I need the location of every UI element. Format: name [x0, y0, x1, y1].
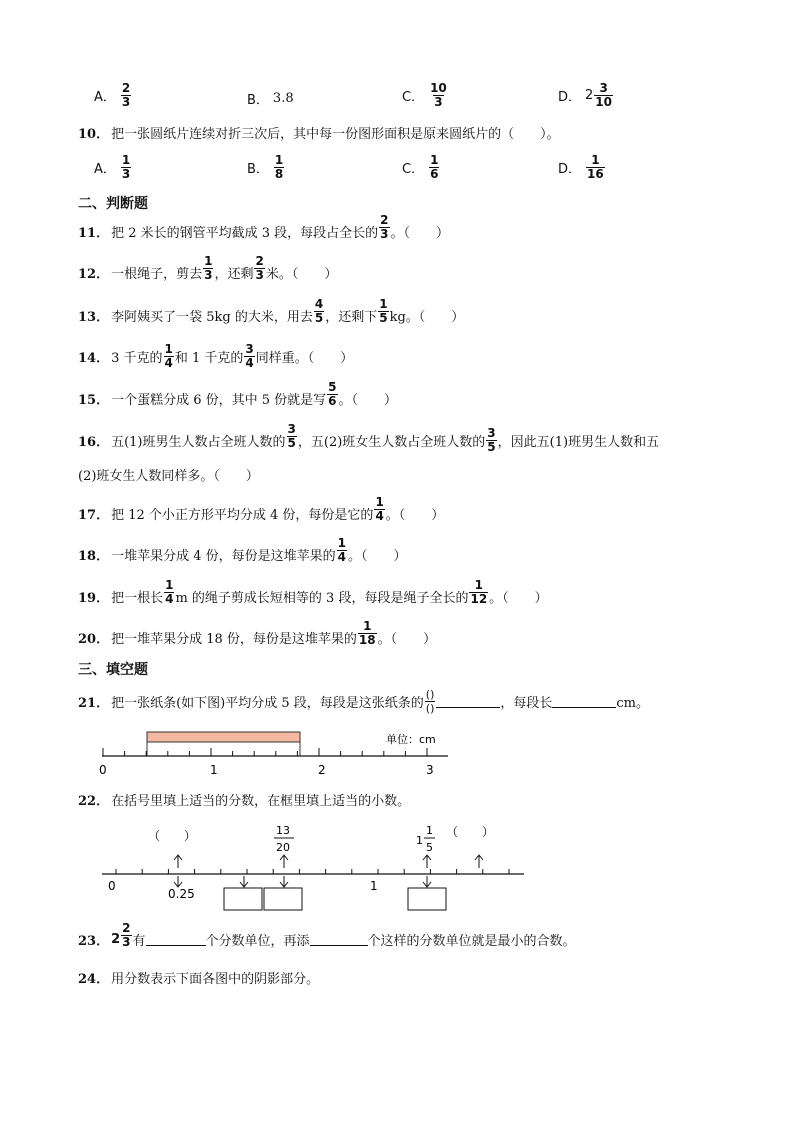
down-arrow-icon	[240, 876, 248, 887]
fraction: $\frac{3}{5}$	[487, 425, 496, 454]
section-heading-judge: 二、判断题	[78, 196, 148, 212]
fraction: $\frac{1}{6}$	[430, 153, 439, 181]
q10-option-a: A． $\frac{1}{3}$	[94, 153, 131, 181]
q10-option-b: B． $\frac{1}{8}$	[247, 153, 284, 181]
question-10: 10． 把一张圆纸片连续对折三次后，其中每一份图形面积是原来圆纸片的（ ）。	[78, 126, 560, 142]
ruler-figure	[96, 726, 456, 780]
fraction: $\frac{3}{5}$	[287, 421, 296, 450]
tick-label: 3	[426, 763, 434, 777]
answer-box[interactable]	[224, 888, 262, 910]
fraction: $\frac{1}{16}$	[587, 153, 604, 181]
fraction: $\frac{1}{4}$	[165, 577, 174, 606]
q9-option-a: A． $\frac{2}{3}$	[94, 81, 131, 109]
question-18: 18． 一堆苹果分成 4 份，每份是这堆苹果的 $\frac{1}{4}$ 。（ ）	[78, 535, 407, 564]
question-20: 20． 把一堆苹果分成 18 份，每份是这堆苹果的 $\frac{1}{18}$ 。（ ）	[78, 618, 437, 647]
unit-label: 单位：cm	[386, 733, 436, 746]
answer-blank[interactable]	[310, 932, 368, 946]
question-23: 23． 2 $\frac{2}{3}$ 有 个分数单位，再添 个这样的分数单位就是最小的合数。	[78, 920, 576, 949]
tick-label: 0	[99, 763, 107, 777]
svg-text:13: 13	[276, 824, 290, 837]
up-arrow-icon	[423, 855, 431, 868]
tick-label: 1	[370, 879, 378, 893]
fraction: $\frac{1}{4}$	[164, 341, 173, 370]
fraction: $\frac{2}{3}$	[380, 212, 389, 241]
q9-option-c: C． $\frac{10}{3}$	[402, 81, 447, 109]
question-21: 21． 把一张纸条(如下图)平均分成 5 段，每段是这张纸条的 $\frac{()}{()}$ ，每段长 cm。	[78, 687, 649, 715]
fraction: $\frac{4}{5}$	[314, 296, 324, 325]
up-arrow-icon	[280, 855, 288, 868]
up-arrow-icon	[475, 855, 483, 868]
paper-strip	[147, 732, 300, 742]
question-13: 13． 李阿姨买了一袋 5kg 的大米，用去 $\frac{4}{5}$ ，还剩下 $\frac{1}{5}$ kg。（ ）	[78, 296, 465, 325]
fraction: $\frac{3}{10}$	[595, 81, 612, 109]
section-heading-fill: 三、填空题	[78, 662, 148, 678]
fraction: $\frac{1}{3}$	[121, 153, 131, 181]
answer-box[interactable]	[408, 888, 446, 910]
svg-text:1: 1	[426, 824, 433, 837]
q9-option-d: D． 2 $\frac{3}{10}$	[558, 81, 612, 109]
svg-text:20: 20	[276, 841, 290, 854]
question-11: 11． 把 2 米长的钢管平均截成 3 段，每段占全长的 $\frac{2}{3}$ 。（ ）	[78, 212, 450, 241]
question-15: 15． 一个蛋糕分成 6 份，其中 5 份就是写 $\frac{5}{6}$ 。（ ）	[78, 379, 398, 408]
tick-label: 1	[210, 763, 218, 777]
answer-box[interactable]	[264, 888, 302, 910]
question-14: 14． 3 千克的 $\frac{1}{4}$ 和 1 千克的 $\frac{3}{4}$ 同样重。（ ）	[78, 341, 354, 370]
down-arrow-icon	[174, 876, 182, 887]
fraction: $\frac{1}{12}$	[470, 577, 488, 606]
fraction: $\frac{2}{3}$	[122, 920, 131, 949]
fraction: $\frac{2}{3}$	[121, 81, 131, 109]
fraction: $\frac{10}{3}$	[430, 81, 447, 109]
question-16-cont: (2)班女生人数同样多。（ ）	[78, 468, 259, 484]
answer-paren[interactable]: （ ）	[446, 825, 495, 839]
fraction: $\frac{1}{3}$	[204, 253, 213, 282]
answer-paren[interactable]: （ ）	[148, 829, 197, 843]
answer-blank[interactable]	[552, 694, 616, 708]
tick-label: 2	[318, 763, 326, 777]
fraction: $\frac{2}{3}$	[255, 253, 264, 282]
svg-text:1: 1	[416, 834, 423, 847]
question-22: 22． 在括号里填上适当的分数，在框里填上适当的小数。	[78, 793, 411, 809]
answer-blank[interactable]	[146, 932, 206, 946]
question-19: 19． 把一根长 $\frac{1}{4}$ m 的绳子剪成长短相等的 3 段，每段是绳子全长的 $\frac{1}{12}$ 。（ ）	[78, 577, 548, 606]
fraction: $\frac{3}{4}$	[245, 341, 254, 370]
up-arrow-icon	[174, 855, 182, 868]
question-12: 12． 一根绳子，剪去 $\frac{1}{3}$ ，还剩 $\frac{2}{3}$ 米。（ ）	[78, 253, 338, 282]
tick-label: 0	[108, 879, 116, 893]
q10-option-c: C． $\frac{1}{6}$	[402, 153, 439, 181]
question-17: 17． 把 12 个小正方形平均分成 4 份，每份是它的 $\frac{1}{4}$ 。（ ）	[78, 494, 445, 523]
question-16: 16． 五(1)班男生人数占全班人数的 $\frac{3}{5}$ ，五(2)班女生人数占全班人数的 $\frac{3}{5}$ ，因此五(1)班男生人数和五	[78, 421, 660, 454]
answer-blank[interactable]	[436, 694, 500, 708]
fraction: $\frac{1}{5}$	[379, 296, 388, 325]
fraction: $\frac{1}{18}$	[358, 618, 376, 647]
number-line-figure	[96, 818, 528, 914]
fraction: $\frac{1}{8}$	[274, 153, 284, 181]
fraction-blank[interactable]: $\frac{()}{()}$	[425, 687, 435, 715]
q9-option-b: B． 3.8	[247, 91, 294, 108]
down-arrow-icon	[423, 876, 431, 887]
fraction: $\frac{1}{4}$	[375, 494, 384, 523]
fraction: $\frac{5}{6}$	[328, 379, 337, 408]
question-24: 24． 用分数表示下面各图中的阴影部分。	[78, 971, 320, 987]
svg-text:5: 5	[426, 841, 433, 854]
tick-label: 0.25	[168, 887, 195, 901]
fraction: $\frac{1}{4}$	[337, 535, 346, 564]
down-arrow-icon	[280, 876, 288, 887]
q10-option-d: D． $\frac{1}{16}$	[558, 153, 604, 181]
